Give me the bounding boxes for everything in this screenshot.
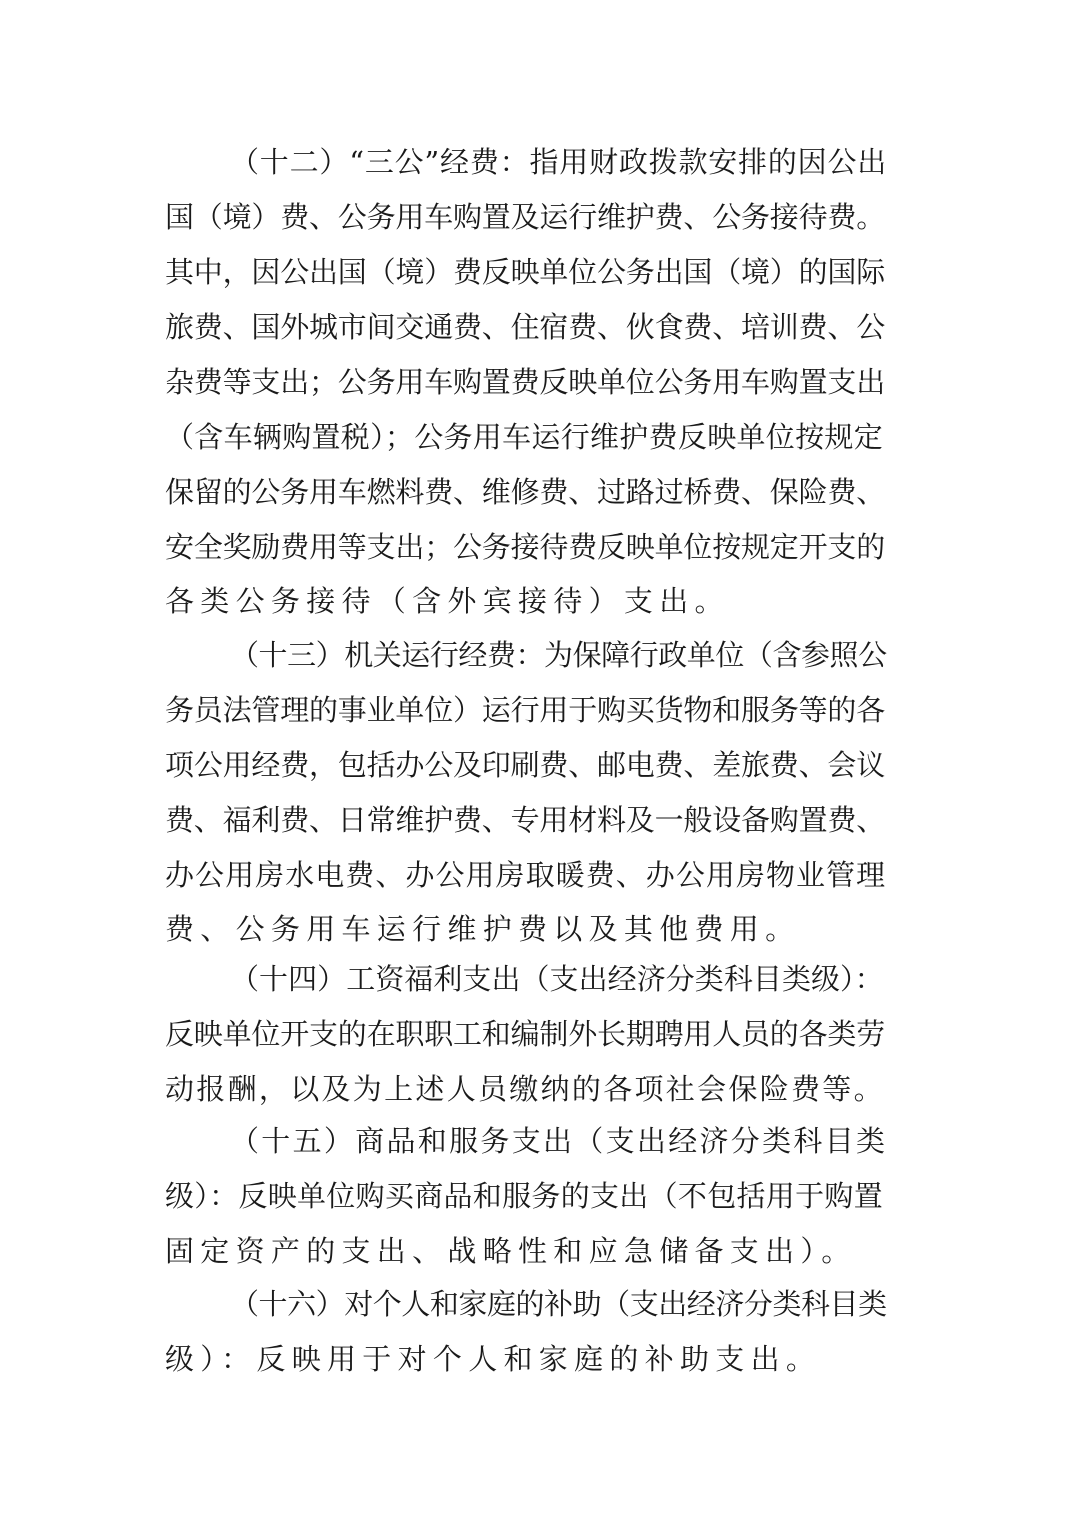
paragraph-12-line-4: 旅费、国外城市间交通费、住宿费、伙食费、培训费、公 — [165, 310, 886, 344]
paragraph-12-line-8: 安全奖励费用等支出；公务接待费反映单位按规定开支的 — [165, 530, 886, 564]
paragraph-12-line-3: 其中，因公出国（境）费反映单位公务出国（境）的国际 — [165, 255, 886, 289]
paragraph-13-line-4: 费、福利费、日常维护费、专用材料及一般设备购置费、 — [165, 803, 886, 837]
paragraph-14-line-2: 反映单位开支的在职职工和编制外长期聘用人员的各类劳 — [165, 1017, 886, 1051]
paragraph-12-line-9: 各类公务接待（含外宾接待）支出。 — [165, 584, 730, 618]
paragraph-12-line-1: （十二）“三公”经费：指用财政拨款安排的因公出 — [230, 145, 888, 179]
paragraph-15-line-2: 级）：反映单位购买商品和服务的支出（不包括用于购置 — [165, 1179, 884, 1213]
paragraph-14-line-3: 动报酬，以及为上述人员缴纳的各项社会保险费等。 — [165, 1072, 885, 1106]
paragraph-12-line-2: 国（境）费、公务用车购置及运行维护费、公务接待费。 — [165, 200, 886, 234]
paragraph-13-line-2: 务员法管理的事业单位）运行用于购买货物和服务等的各 — [165, 693, 886, 727]
paragraph-13-line-1: （十三）机关运行经费：为保障行政单位（含参照公 — [230, 638, 887, 672]
paragraph-15-line-3: 固定资产的支出、战略性和应急储备支出）。 — [165, 1234, 857, 1268]
paragraph-14-line-1: （十四）工资福利支出（支出经济分类科目类级）： — [230, 962, 884, 996]
paragraph-12-line-7: 保留的公务用车燃料费、维修费、过路过桥费、保险费、 — [165, 475, 886, 509]
paragraph-12-line-6: （含车辆购置税）；公务用车运行维护费反映单位按规定 — [165, 420, 884, 454]
paragraph-16-line-2: 级）：反映用于对个人和家庭的补助支出。 — [165, 1342, 822, 1376]
paragraph-13-line-6: 费、公务用车运行维护费以及其他费用。 — [165, 912, 801, 946]
paragraph-15-line-1: （十五）商品和服务支出（支出经济分类科目类 — [230, 1124, 888, 1158]
paragraph-16-line-1: （十六）对个人和家庭的补助（支出经济分类科目类 — [230, 1287, 887, 1321]
paragraph-12-line-5: 杂费等支出；公务用车购置费反映单位公务用车购置支出 — [165, 365, 886, 399]
paragraph-13-line-3: 项公用经费，包括办公及印刷费、邮电费、差旅费、会议 — [165, 748, 886, 782]
paragraph-13-line-5: 办公用房水电费、办公用房取暖费、办公用房物业管理 — [165, 858, 887, 892]
